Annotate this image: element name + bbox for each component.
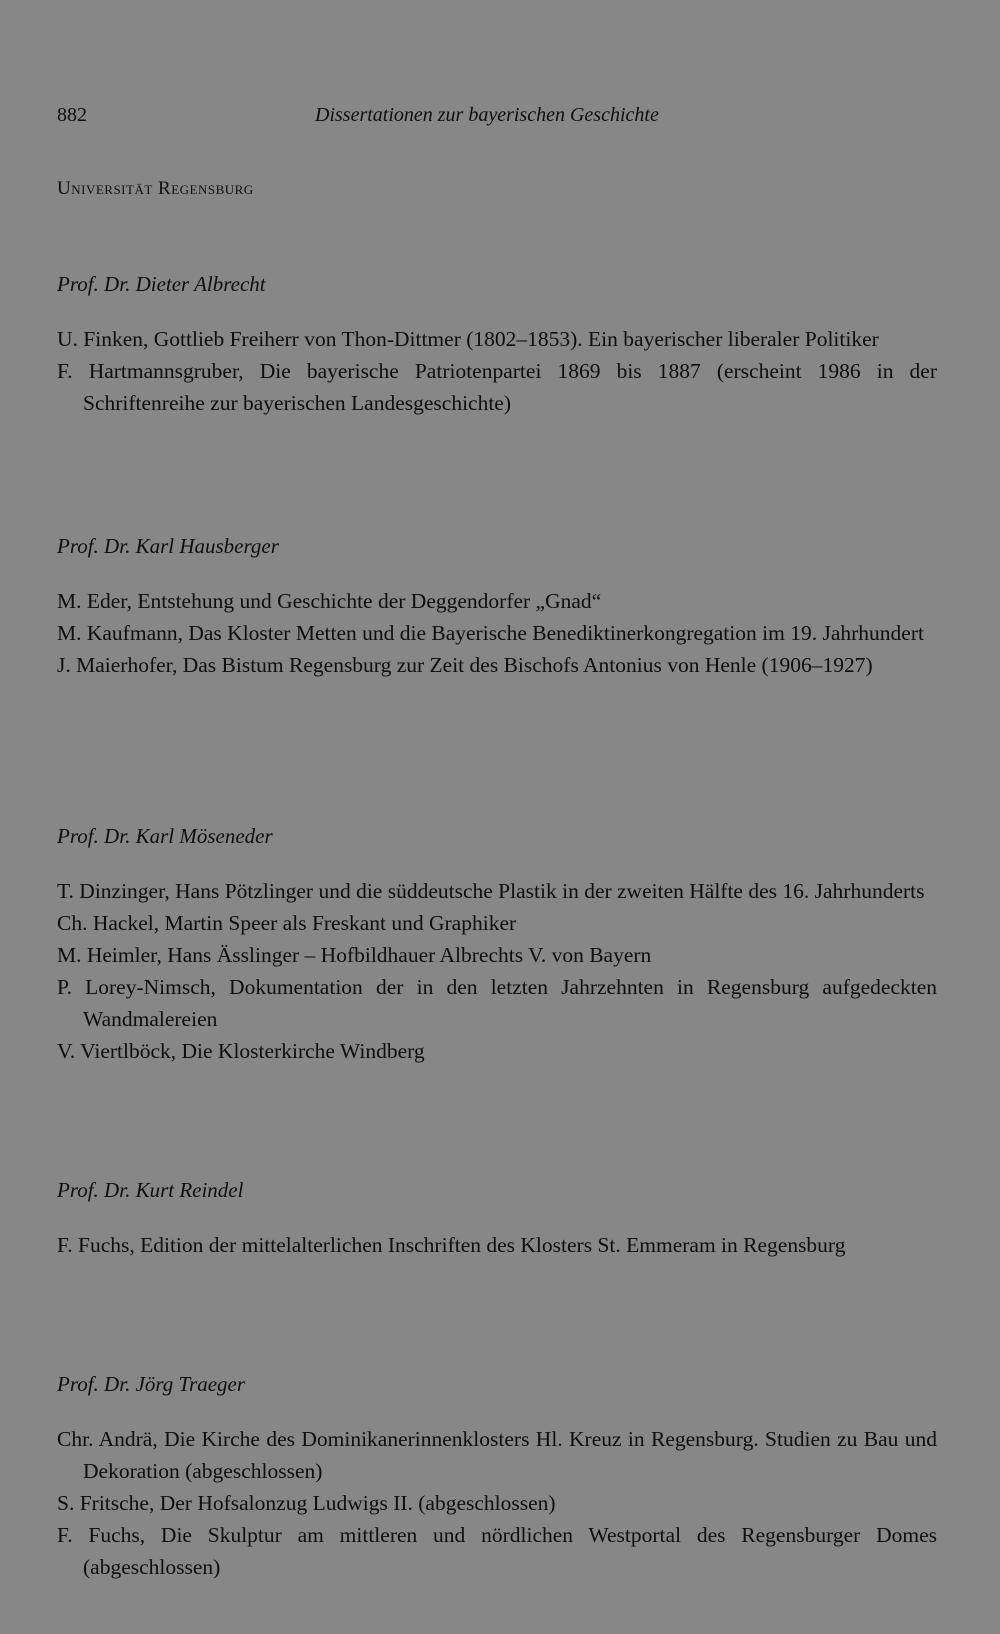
dissertation-entry: F. Fuchs, Edition der mittelalterlichen Inschriften des Klosters St. Emmeram in Regensburg (57, 1233, 846, 1257)
dissertation-entry: M. Eder, Entstehung und Geschichte der Deggendorfer „Gnad“ (57, 589, 602, 613)
dissertation-entry: F. Fuchs, Die Skulptur am mittleren und nördlichen Westportal des Regensburger Domes (abgeschlossen) (57, 1523, 937, 1579)
section-albrecht (57, 272, 937, 419)
dissertation-entry: S. Fritsche, Der Hofsalonzug Ludwigs II. (abgeschlossen) (57, 1491, 556, 1515)
professor-name: Prof. Dr. Dieter Albrecht (57, 272, 266, 296)
section-hausberger (57, 534, 937, 681)
professor-name: Prof. Dr. Jörg Traeger (57, 1372, 246, 1396)
professor-name: Prof. Dr. Kurt Reindel (57, 1178, 244, 1202)
dissertation-entry: U. Finken, Gottlieb Freiherr von Thon-Dittmer (1802–1853). Ein bayerischer liberaler Politiker (57, 327, 879, 351)
page-number: 882 (57, 104, 87, 126)
professor-name: Prof. Dr. Karl Möseneder (57, 824, 273, 848)
section-reindel (57, 1178, 937, 1261)
dissertation-entry: P. Lorey-Nimsch, Dokumentation der in den letzten Jahrzehnten in Regensburg aufgedeckten Wandmalereien (57, 975, 937, 1031)
section-moeseneder (57, 824, 937, 1067)
dissertation-entry: M. Heimler, Hans Ässlinger – Hofbildhauer Albrechts V. von Bayern (57, 943, 652, 967)
running-title: Dissertationen zur bayerischen Geschichte (315, 104, 659, 126)
dissertation-entry: Chr. Andrä, Die Kirche des Dominikanerinnenklosters Hl. Kreuz in Regensburg. Studien zu Bau und Dekoration (abgeschlossen) (57, 1427, 937, 1483)
dissertation-entry: M. Kaufmann, Das Kloster Metten und die Bayerische Benediktinerkongregation im 19. Jahrhundert (57, 621, 924, 645)
dissertation-entry: V. Viertlböck, Die Klosterkirche Windberg (57, 1039, 425, 1063)
dissertation-entry: F. Hartmannsgruber, Die bayerische Patriotenpartei 1869 bis 1887 (erscheint 1986 in der Schriftenreihe zur bayerischen Landesgeschichte) (57, 359, 937, 415)
dissertation-entry: Ch. Hackel, Martin Speer als Freskant und Graphiker (57, 911, 517, 935)
section-traeger (57, 1372, 937, 1583)
dissertation-entry: J. Maierhofer, Das Bistum Regensburg zur Zeit des Bischofs Antonius von Henle (1906–1927) (57, 653, 873, 677)
university-heading: Universität Regensburg (57, 178, 254, 199)
dissertation-entry: T. Dinzinger, Hans Pötzlinger und die süddeutsche Plastik in der zweiten Hälfte des 16. Jahrhunderts (57, 879, 925, 903)
professor-name: Prof. Dr. Karl Hausberger (57, 534, 279, 558)
page-header (57, 104, 957, 134)
